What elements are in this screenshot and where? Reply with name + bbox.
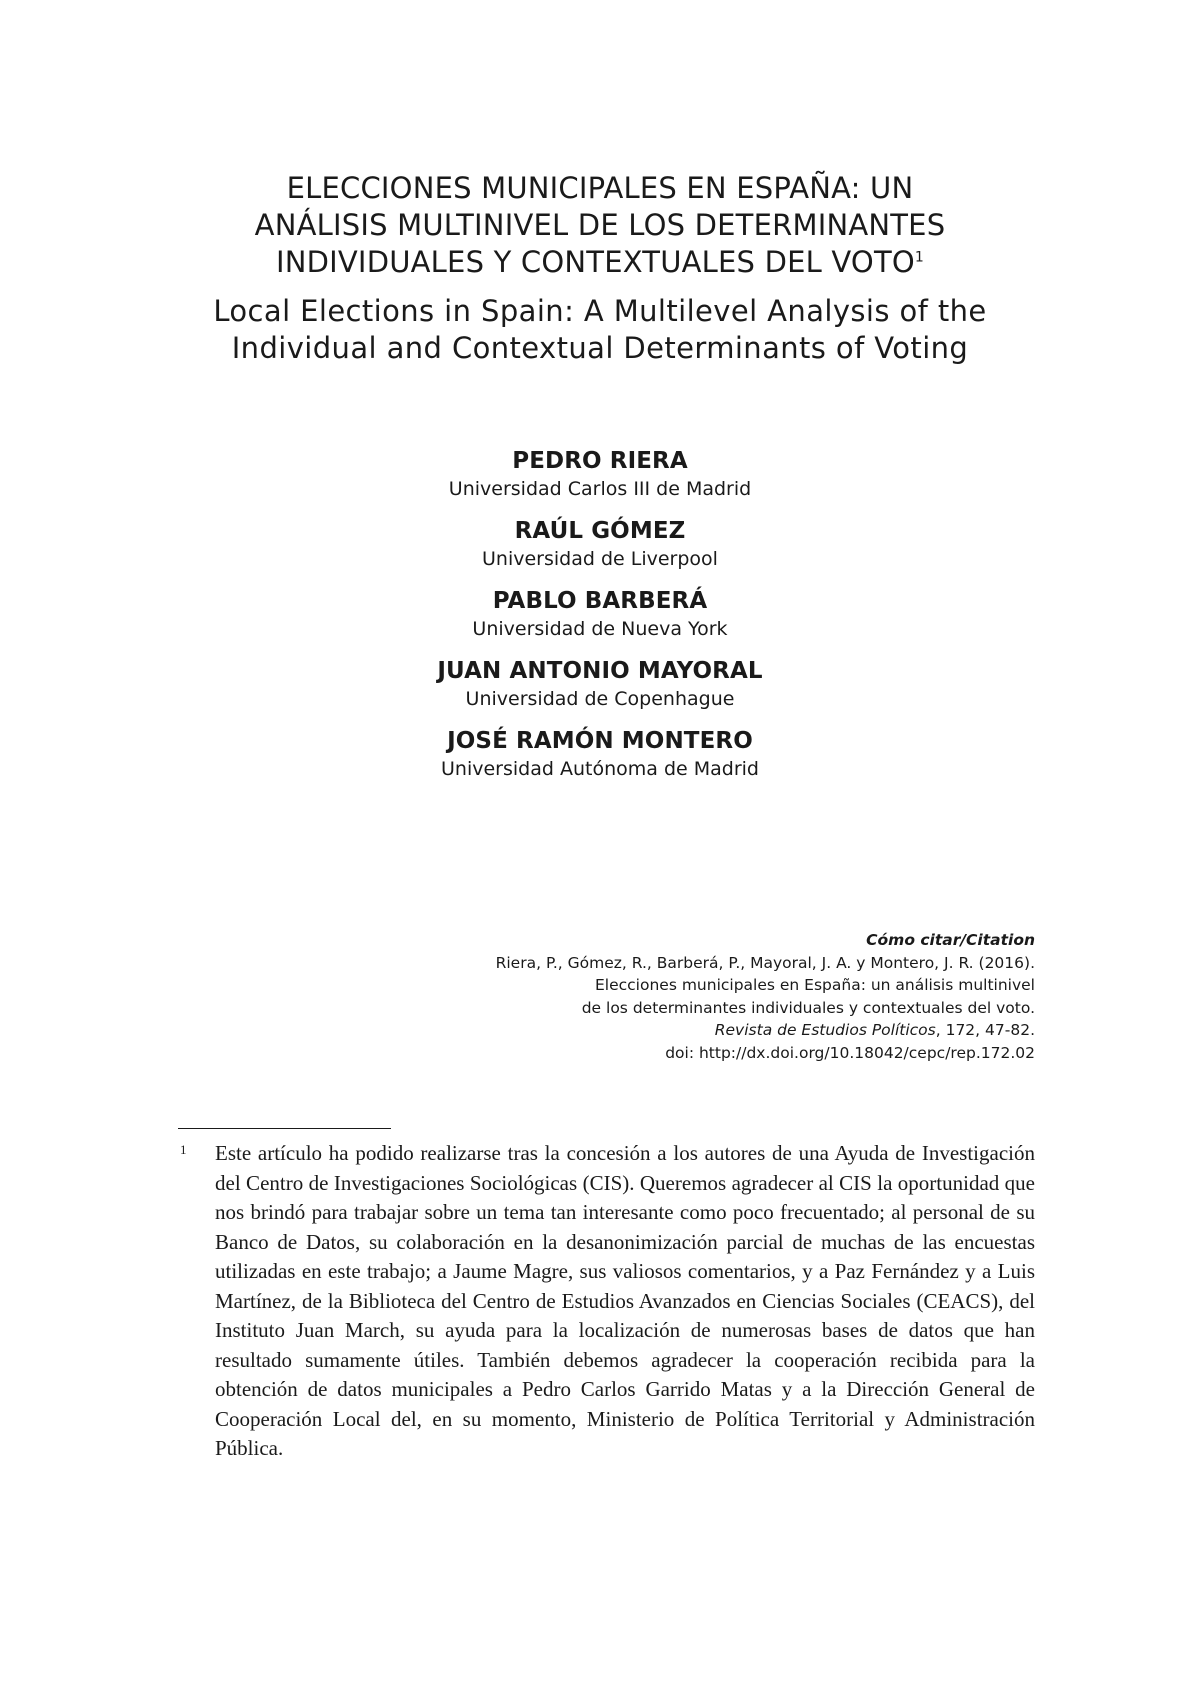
title-footnote-marker[interactable]: 1 [914,249,925,266]
spanish-title-line-1: ELECCIONES MUNICIPALES EN ESPAÑA: UN [286,171,914,205]
english-title [150,293,1050,367]
footnote-divider [178,1128,391,1129]
author-affiliation: Universidad Autónoma de Madrid [441,758,759,780]
citation-line-1: Riera, P., Gómez, R., Barberá, P., Mayoral, J. A. y Montero, J. R. (2016). [495,953,1035,972]
author-name: RAÚL GÓMEZ [514,518,686,544]
footnote [180,1139,1035,1464]
author-entry [250,656,950,713]
author-affiliation: Universidad de Nueva York [472,618,728,640]
citation-journal: Revista de Estudios Políticos [714,1021,936,1039]
author-entry [250,446,950,503]
citation-heading: Cómo citar/Citation [866,931,1035,949]
spanish-title [150,170,1050,281]
author-name: PABLO BARBERÁ [492,588,708,614]
author-entry [250,586,950,643]
english-title-line-2: Individual and Contextual Determinants of Voting [231,331,969,365]
citation-block [335,929,1035,1064]
author-name: JOSÉ RAMÓN MONTERO [447,728,753,754]
citation-line-3: de los determinantes individuales y contextuales del voto. [581,998,1035,1017]
author-list [250,446,950,796]
citation-doi[interactable]: doi: http://dx.doi.org/10.18042/cepc/rep.172.02 [665,1043,1035,1062]
author-entry [250,516,950,573]
author-affiliation: Universidad de Liverpool [482,548,718,570]
footnote-text: Este artículo ha podido realizarse tras la concesión a los autores de una Ayuda de Investigación del Centro de Investigaciones Sociológicas (CIS). Queremos agradecer al CIS la oportunidad que nos brindó para trabajar sobre un tema tan interesante como poco frecuentado; al personal de su Banco de Datos, su colaboración en la desanonimización parcial de muchas de las encuestas utilizadas en este trabajo; a Jaume Magre, sus valiosos comentarios, y a Paz Fernández y a Luis Martínez, de la Biblioteca del Centro de Estudios Avanzados en Ciencias Sociales (CEACS), del Instituto Juan March, su ayuda para la localización de numerosas bases de datos que han resultado sumamente útiles. También debemos agradecer la cooperación recibida para la obtención de datos municipales a Pedro Carlos Garrido Matas y a la Dirección General de Cooperación Local del, en su momento, Ministerio de Política Territorial y Administración Pública. [215,1141,1035,1460]
spanish-title-line-2: ANÁLISIS MULTINIVEL DE LOS DETERMINANTES [254,208,946,242]
spanish-title-line-3: INDIVIDUALES Y CONTEXTUALES DEL VOTO [275,245,915,279]
citation-line-2: Elecciones municipales en España: un análisis multinivel [594,976,1035,994]
author-affiliation: Universidad de Copenhague [465,688,735,710]
title-block [150,170,1050,367]
citation-journal-line [335,1019,1035,1042]
author-entry [250,726,950,783]
english-title-line-1: Local Elections in Spain: A Multilevel Analysis of the [213,294,987,328]
author-affiliation: Universidad Carlos III de Madrid [448,478,752,500]
citation-volume-pages: , 172, 47-82. [935,1021,1035,1039]
author-name: PEDRO RIERA [512,448,688,474]
footnote-marker: 1 [180,1142,187,1157]
author-name: JUAN ANTONIO MAYORAL [437,658,763,684]
